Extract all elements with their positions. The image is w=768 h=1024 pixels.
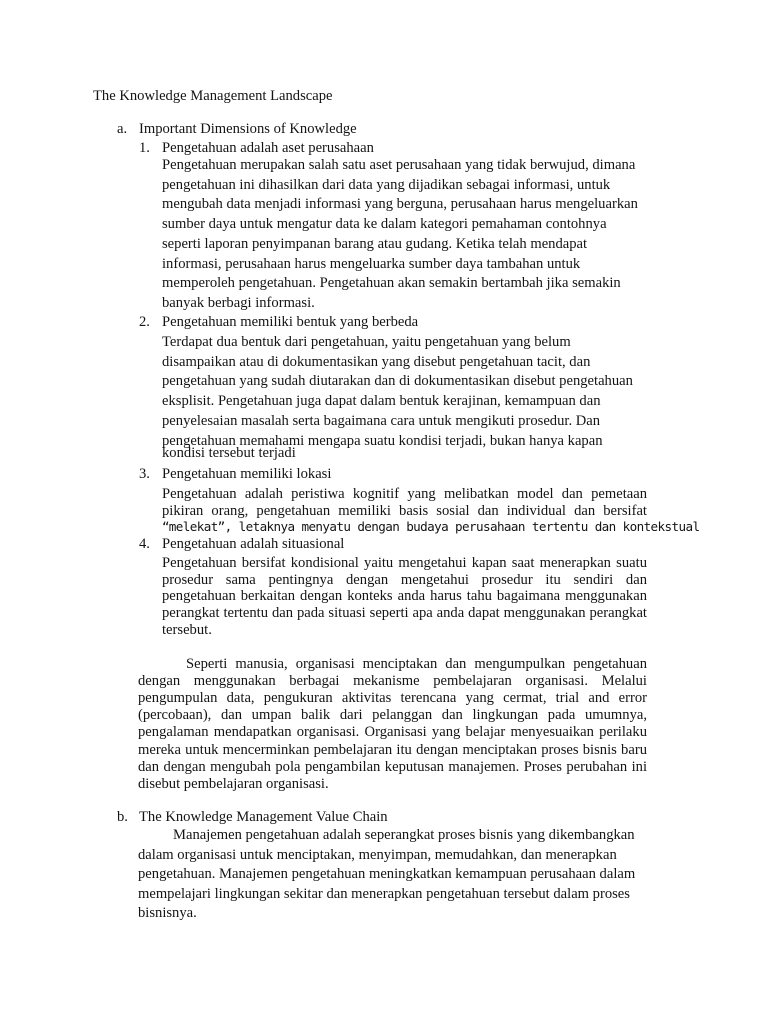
section-a-marker: a. <box>117 121 128 137</box>
item-4-number: 4. <box>139 536 150 552</box>
item-2-line: Terdapat dua bentuk dari pengetahuan, yaitu pengetahuan yang belum <box>162 334 571 350</box>
item-2-line: penyelesaian masalah serta bagaimana cara untuk mengikuti prosedur. Dan <box>162 412 601 429</box>
paragraph-line: dan dengan mengubah pola pengambilan keputusan manajemen. Proses perubahan ini <box>138 758 647 775</box>
section-b-line: Manajemen pengetahuan adalah seperangkat proses bisnis yang dikembangkan <box>173 827 635 843</box>
section-b-marker: b. <box>117 809 128 825</box>
section-b-line: pengetahuan. Manajemen pengetahuan meningkatkan kemampuan perusahaan dalam <box>138 866 636 883</box>
item-1-line: memperoleh pengetahuan. Pengetahuan akan semakin bertambah jika semakin <box>162 275 621 292</box>
item-4-line: tersebut. <box>162 621 212 638</box>
item-4-line: Pengetahuan bersifat kondisional yaitu mengetahui kapan saat menerapkan suatu <box>162 555 647 571</box>
item-2-heading: Pengetahuan memiliki bentuk yang berbeda <box>162 314 419 330</box>
section-a-heading: Important Dimensions of Knowledge <box>139 121 357 137</box>
item-4-line: pengetahuan berkaitan dengan konteks anda harus tahu bagaimana menggunakan <box>162 588 647 605</box>
item-1-line: mengubah data menjadi informasi yang berguna, perusahaan harus mengeluarkan <box>162 196 638 213</box>
paragraph-line: pengumpulan data, pengukuran aktivitas terencana yang cermat, trial and error <box>138 690 647 707</box>
paragraph-line: Seperti manusia, organisasi menciptakan dan mengumpulkan pengetahuan <box>186 656 647 672</box>
item-2-line: disampaikan atau di dokumentasikan yang disebut pengetahuan tacit, dan <box>162 353 591 370</box>
item-1-number: 1. <box>139 140 150 156</box>
section-b-line: bisnisnya. <box>138 905 197 922</box>
paragraph-line: mereka untuk mencerminkan pembelajaran itu dengan menciptakan proses bisnis baru <box>138 741 647 758</box>
item-1-line: seperti laporan penyimpanan barang atau gudang. Ketika telah mendapat <box>162 235 588 252</box>
item-4-heading: Pengetahuan adalah situasional <box>162 536 345 552</box>
item-1-line: banyak berbagi informasi. <box>162 294 315 311</box>
item-3-line-special <box>162 519 700 536</box>
section-b-line: mempelajari lingkungan sekitar dan menerapkan pengetahuan tersebut dalam proses <box>138 885 630 902</box>
item-1-line: Pengetahuan merupakan salah satu aset perusahaan yang tidak berwujud, dimana <box>162 157 636 173</box>
document-title: The Knowledge Management Landscape <box>93 88 333 104</box>
item-2-line: kondisi tersebut terjadi <box>162 445 296 461</box>
section-b-line: dalam organisasi untuk menciptakan, menyimpan, memudahkan, dan menerapkan <box>138 846 617 863</box>
paragraph-line: (percobaan), dan umpan balik dari pelanggan dan lingkungan pada umumnya, <box>138 707 647 724</box>
item-4-line: prosedur sama pentingnya dengan mengetahui prosedur itu sendiri dan <box>162 571 647 588</box>
item-1-heading: Pengetahuan adalah aset perusahaan <box>162 140 374 156</box>
item-3-number: 3. <box>139 466 150 482</box>
item-3-heading: Pengetahuan memiliki lokasi <box>162 466 332 482</box>
item-1-line: informasi, perusahaan harus mengeluarka sumber daya tambahan untuk <box>162 255 581 272</box>
item-2-line: pengetahuan yang sudah diutarakan dan di dokumentasikan disebut pengetahuan <box>162 373 633 390</box>
item-2-line: eksplisit. Pengetahuan juga dapat dalam bentuk kerajinan, kemampuan dan <box>162 393 601 410</box>
item-2-line: pengetahuan memahami mengapa suatu kondisi terjadi, bukan hanya kapan <box>162 432 603 449</box>
paragraph-line: pengalaman mendapatkan organisasi. Organisasi yang belajar menyesuaikan perilaku <box>138 724 647 741</box>
item-3-mono-text: melekat”, letaknya menyatu dengan budaya perusahaan tertentu dan kontekstual <box>168 519 700 535</box>
item-3-line: pikiran orang, pengetahuan memiliki basis sosial dan individual dan bersifat <box>162 502 647 519</box>
section-b-heading: The Knowledge Management Value Chain <box>139 809 388 825</box>
item-3-line: Pengetahuan adalah peristiwa kognitif yang melibatkan model dan pemetaan <box>162 486 647 502</box>
paragraph-line: disebut pembelajaran organisasi. <box>138 775 329 792</box>
item-1-line: pengetahuan ini dihasilkan dari data yang dijadikan sebagai informasi, untuk <box>162 176 611 193</box>
item-2-number: 2. <box>139 314 150 330</box>
paragraph-line: dengan menggunakan berbagai mekanisme pembelajaran organisasi. Melalui <box>138 673 647 690</box>
item-4-line: perangkat tertentu dan pada situasi seperti apa anda dapat menggunakan perangkat <box>162 605 647 622</box>
item-1-line: sumber daya untuk mengatur data ke dalam kategori pemahaman contohnya <box>162 216 607 233</box>
open-quote: “ <box>162 519 169 535</box>
